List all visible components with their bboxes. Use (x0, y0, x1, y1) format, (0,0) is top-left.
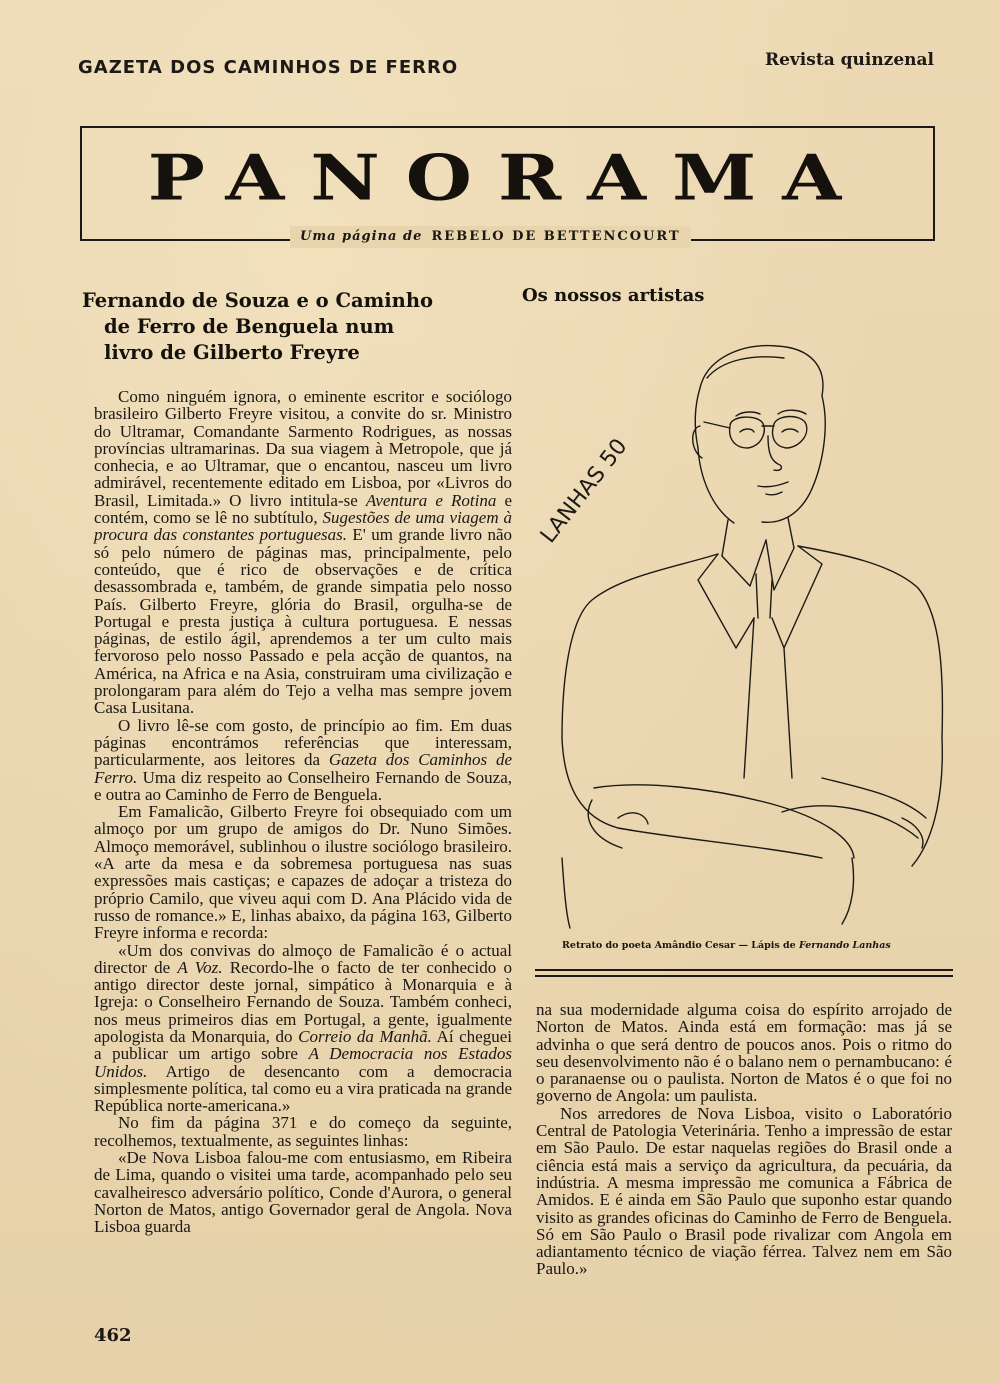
headline-line: de Ferro de Benguela num (104, 315, 395, 338)
svg-text:LANHAS 50: LANHAS 50 (535, 434, 633, 549)
paragraph: Em Famalicão, Gilberto Freyre foi obsequiado com um almoço por um grupo de amigos do Dr. Nuno Simões. Almoço memorável, sublinhou o ilustre sociólogo brasileiro. «A arte da mesa e da sobremesa portuguesa nas suas expressões mais castiças; e capazes de adoçar a tristeza do próprio Camilo, que viveu aqui com D. Ana Plácido vida de russo de romance.» E, linhas abaixo, da página 163, Gilberto Freyre informa e recorda: (94, 802, 512, 943)
paragraph: na sua modernidade alguma coisa do espírito arrojado de Norton de Matos. Ainda está em formação: mas já se advinha o que será dentro de poucos anos. Pois o ritmo do seu desenvolvimento não é o balano nem o pernambucano: é o paranaense ou o paulista. Norton de Matos é o que foi no governo de Angola: um paulista. (536, 1000, 952, 1106)
masthead-title: PANORAMA (147, 141, 868, 215)
article-column-right (536, 1001, 952, 1278)
portrait-caption: Retrato do poeta Amândio Cesar — Lápis de Fernando Lanhas (562, 940, 891, 951)
artist-signature (532, 430, 642, 560)
byline-author: REBELO DE BETTENCOURT (431, 229, 681, 244)
page-number: 462 (94, 1325, 132, 1346)
section-divider (535, 969, 953, 979)
paragraph: «Um dos convivas do almoço de Famalicão é o actual director de A Voz. Recordo-lhe o facto de ter conhecido o antigo director deste jornal, simpático à Monarquia e à Igreja: o Conselheiro Fernando de Souza. Também conheci, nos meus primeiros dias em Portugal, a gente, igualmente apologista da Monarquia, do Correio da Manhã. Aí cheguei a publicar um artigo sobre A Democracia nos Estados Unidos. Artigo de desencanto com a democracia simplesmente política, tal como eu a vira praticada na grande República norte-americana.» (94, 940, 513, 1116)
headline-line: livro de Gilberto Freyre (104, 341, 360, 364)
paragraph: O livro lê-se com gosto, de princípio ao fim. Em duas páginas encontrámos referências que interessam, particularmente, aos leitores da Gazeta dos Caminhos de Ferro. Uma diz respeito ao Conselheiro Fernando de Souza, e outra ao Caminho de Ferro de Benguela. (94, 715, 512, 804)
article-column-left (94, 388, 512, 1236)
paragraph: «De Nova Lisboa falou-me com entusiasmo, em Ribeira de Lima, quando o visitei uma tarde, acompanhado pelo seu cavalheiresco adversário político, Conde d'Aurora, o general Norton de Matos, antigo Governador geral de Angola. Nova Lisboa guarda (94, 1148, 512, 1237)
periodicity-label: Revista quinzenal (764, 50, 934, 70)
masthead-byline (290, 226, 691, 248)
byline-prefix: Uma página de (300, 229, 423, 244)
paragraph: No fim da página 371 e do começo da seguinte, recolhemos, textualmente, as seguintes linhas: (94, 1113, 512, 1150)
panorama-masthead (80, 126, 935, 241)
portrait-sketch (522, 318, 952, 933)
paragraph: Nos arredores de Nova Lisboa, visito o Laboratório Central de Patologia Veterinária. Tenho a impressão de estar em São Paulo. De estar naquelas regiões do Brasil onde a ciência está mais a serviço da agricultura, da pecuária, da indústria. A mesma impressão me comunica a Fábrica de Amidos. E é ainda em São Paulo que suponho estar quando visito as grandes oficinas do Caminho de Ferro de Benguela. Só em São Paulo o Brasil pode rivalizar com Angola em adiantamento técnico de viação férrea. Talvez nem em São Paulo.» (536, 1103, 952, 1279)
article-headline (82, 288, 472, 366)
artists-section-title: Os nossos artistas (522, 285, 705, 306)
magazine-name: GAZETA DOS CAMINHOS DE FERRO (78, 57, 459, 78)
paragraph: Como ninguém ignora, o eminente escritor e sociólogo brasileiro Gilberto Freyre visitou, a convite do sr. Ministro do Ultramar, Comandante Sarmento Rodrigues, as nossas províncias ultramarinas. Da sua viagem à Metropole, que já conhecia, e ao Ultramar, que o encantou, nasceu um livro admirável, recentemente editado em Lisboa, por «Livros do Brasil, Limitada.» O livro intitula-se Aventura e Rotina e contém, como se lê no subtítulo, Sugestões de uma viagem à procura das constantes portuguesas. E' um grande livro não só pelo número de páginas mas, principalmente, pelo conteúdo, que é rico de observações e de crítica desassombrada e, também, de grande simpatia pelo nosso País. Gilberto Freyre, glória do Brasil, orgulha-se de Portugal e presta justiça à cultura portuguesa. E nessas páginas, de estilo ágil, aprendemos a ter um culto mais fervoroso pelo nosso Passado e pela acção de quantos, na América, na Africa e na Asia, construiram uma civilização e prolongaram para além do Tejo a velha mas sempre jovem Casa Lusitana. (94, 387, 512, 718)
headline-line: Fernando de Souza e o Caminho (82, 289, 434, 312)
